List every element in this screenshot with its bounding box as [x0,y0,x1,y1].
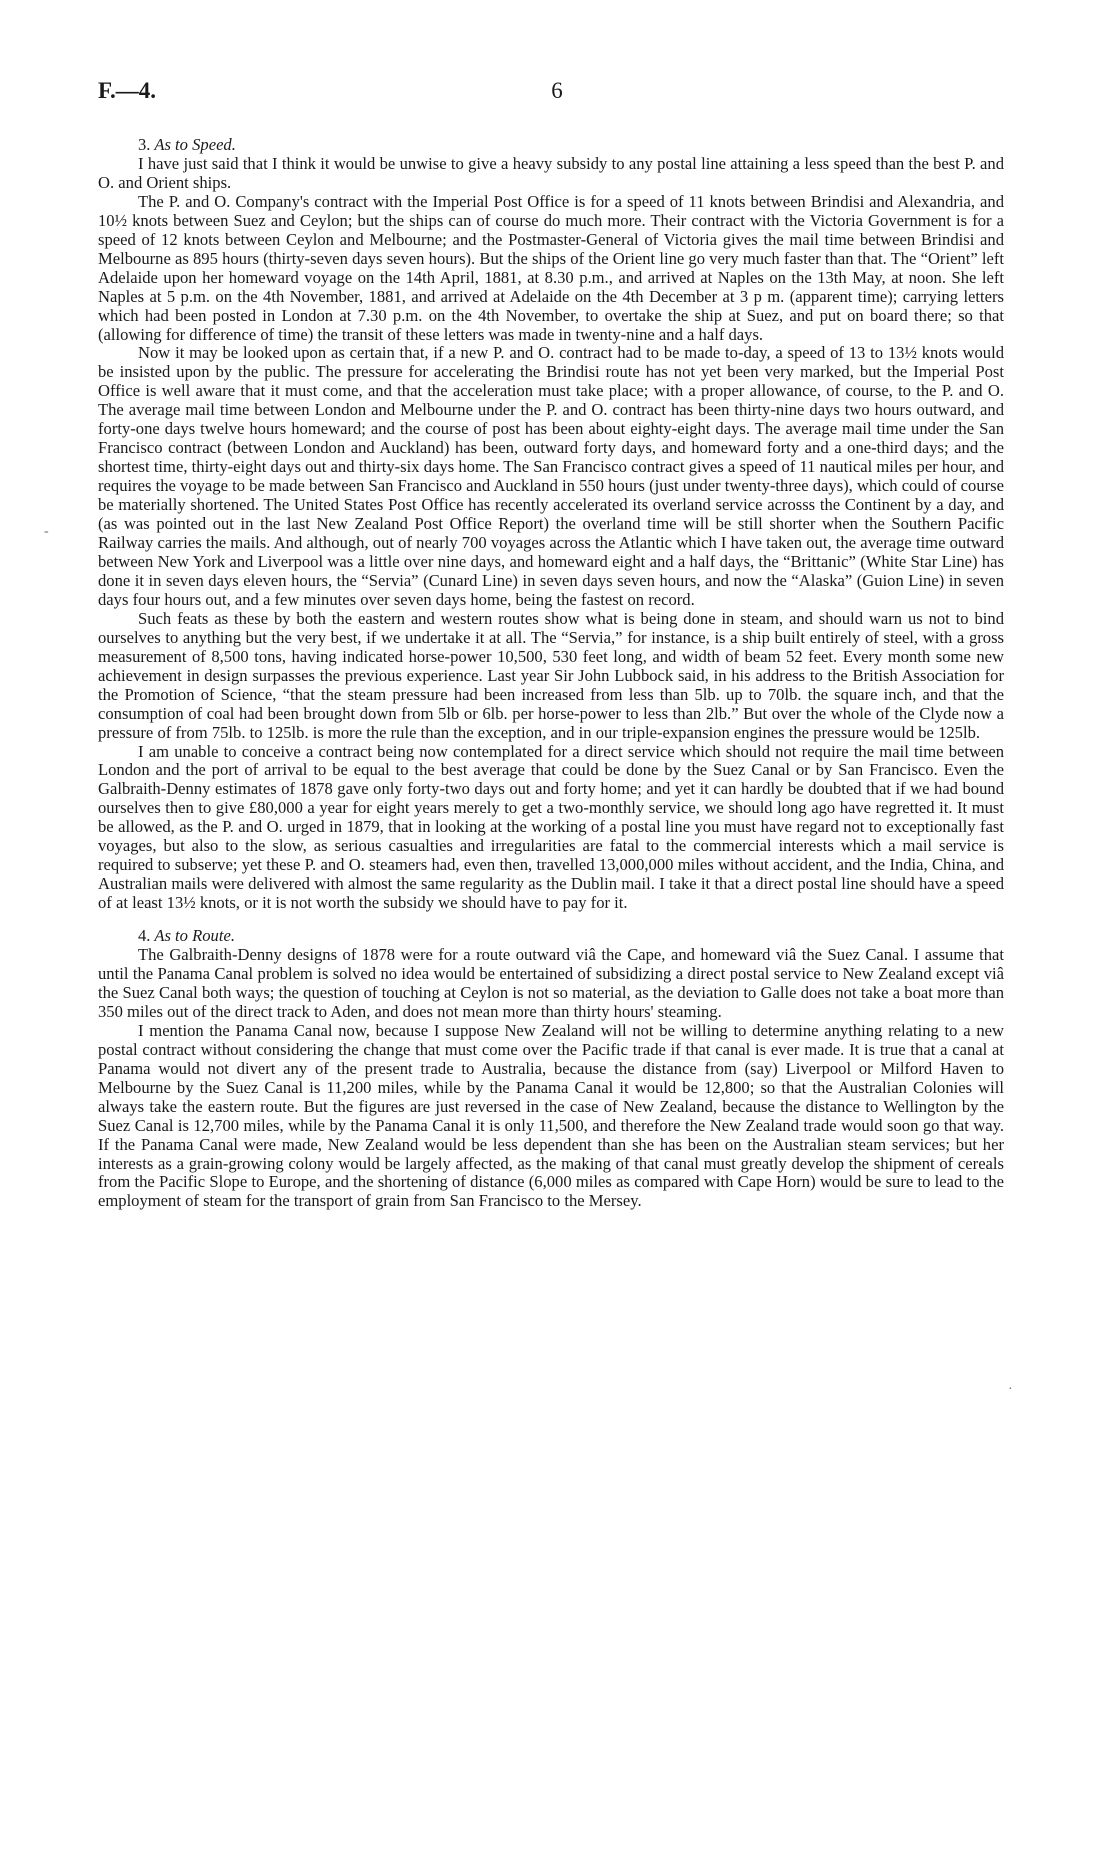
section-heading-speed [98,136,1004,155]
paragraph: I mention the Panama Canal now, because I suppose New Zealand will not be willing to determine anything relating to a new postal contract without considering the change that must come over the Pacific trade if that canal is ever made. It is true that a canal at Panama would not divert any of the present trade to Australia, because the distance from (say) Liverpool or Milford Haven to Melbourne by the Suez Canal is 11,200 miles, while by the Panama Canal it would be 12,800; so that the Australian Colonies will always take the eastern route. But the figures are just reversed in the case of New Zealand, because the distance to Wellington by the Suez Canal is 12,700 miles, while by the Panama Canal it is only 11,500, and therefore the New Zealand trade would soon go that way. If the Panama Canal were made, New Zealand would be less dependent than she has been on the Australian steam services; but her interests as a grain-growing colony would be largely affected, as the making of that canal must greatly develop the shipment of cereals from the Pacific Slope to Europe, and the shortening of distance (6,000 miles as compared with Cape Horn) would be sure to lead to the employment of steam for the transport of grain from San Francisco to the Mersey. [98,1020,1004,1211]
section-gap [98,913,1004,927]
paragraph: The Galbraith-Denny designs of 1878 were for a route outward viâ the Cape, and homeward viâ the Suez Canal. I assume that until the Panama Canal problem is solved no idea would be entertained of subsidizing a direct postal service to New Zealand except viâ the Suez Canal both ways; the question of touching at Ceylon is not so material, as the deviation to Galle does not take a boat more than 350 miles out of the direct track to Aden, and does not mean more than thirty hours' steaming. [98,945,1004,1021]
section-number: 3. [138,135,151,154]
paragraph: The P. and O. Company's contract with the Imperial Post Office is for a speed of 11 knots between Brindisi and Alexandria, and 10½ knots between Suez and Ceylon; but the ships can of course do much more. Their contract with the Victoria Government is for a speed of 12 knots between Ceylon and Melbourne; and the Postmaster-General of Victoria gives the mail time between Brindisi and Melbourne as 895 hours (thirty-seven days seven hours). But the ships of the Orient line go very much faster than that. The “Orient” left Adelaide upon her homeward voyage on the 14th April, 1881, at 8.30 p.m., and arrived at Naples on the 13th May, at noon. She left Naples at 5 p.m. on the 4th November, 1881, and arrived at Adelaide on the 4th December at 3 p m. (apparent time); carrying letters which had been posted in London at 7.30 p.m. on the 4th November, to overtake the ship at Suez, and put on board there; so that (allowing for difference of time) the transit of these letters was made in twenty-nine and a half days. [98,191,1004,344]
running-head [98,78,1016,118]
body-text [98,136,1004,1211]
section-title: As to Speed. [154,135,236,154]
paragraph: Now it may be looked upon as certain that, if a new P. and O. contract had to be made to-day, a speed of 13 to 13½ knots would be insisted upon by the public. The pressure for accelerating the Brindisi route has not yet been very marked, but the Imperial Post Office is well aware that it must come, and that the acceleration must take place; with a proper allowance, of course, to the P. and O. The average mail time between London and Melbourne under the P. and O. contract has been thirty-nine days two hours outward, and forty-one days twelve hours homeward; and the course of post has been about eighty-eight days. The average mail time under the San Francisco contract (between London and Auckland) has been, outward forty days, and homeward forty and a one-third days; and the shortest time, thirty-eight days out and thirty-six days home. The San Francisco contract gives a speed of 11 nautical miles per hour, and requires the voyage to be made between San Francisco and Auckland in 550 hours (just under twenty-three days), which could of course be materially shortened. The United States Post Office has recently accelerated its overland service acrosss the Continent by a day, and (as was pointed out in the last New Zealand Post Office Report) the overland time will be still shorter when the Southern Pacific Railway carries the mails. And although, out of nearly 700 voyages across the Atlantic which I have taken out, the average time outward between New York and Liverpool was a little over nine days, and homeward eight and a half days, the “Brittanic” (White Star Line) has done it in seven days eleven hours, the “Servia” (Cunard Line) in seven days seven hours, and now the “Alaska” (Guion Line) in seven days four hours out, and a few minutes over seven days home, being the fastest on record. [98,343,1004,609]
section-number: 4. [138,926,151,946]
paragraph: I am unable to conceive a contract being now contemplated for a direct service which should not require the mail time between London and the port of arrival to be equal to the best average that could be done by the Suez Canal or by San Francisco. Even the Galbraith-Denny estimates of 1878 gave only forty-two days out and forty home; and yet it can hardly be doubted that if we had bound ourselves then to give £80,000 a year for eight years merely to get a two-monthly service, we should long ago have regretted it. It must be allowed, as the P. and O. urged in 1879, that in looking at the working of a postal line you must have regard not to exceptionally fast voyages, but also to the slow, as serious casualties and irregularities are fatal to the commercial interests which a mail service is required to subserve; yet these P. and O. steamers had, even then, travelled 13,000,000 miles without accident, and the India, China, and Australian mails were delivered with almost the same regularity as the Dublin mail. I take it that a direct postal line should have a speed of at least 13½ knots, or it is not worth the subsidy we should have to pay for it. [98,741,1004,913]
margin-mark: - [44,524,49,539]
margin-mark: · [1008,1382,1013,1397]
page-number: 6 [551,78,563,103]
section-title: As to Route. [154,926,235,946]
document-reference: F.—4. [98,78,156,103]
paragraph: I have just said that I think it would be unwise to give a heavy subsidy to any postal line attaining a less speed than the best P. and O. and Orient ships. [98,153,1004,192]
paragraph: Such feats as these by both the eastern and western routes show what is being done in steam, and should warn us not to bind ourselves to anything but the very best, if we undertake it at all. The “Servia,” for instance, is a ship built entirely of steel, with a gross measurement of 8,500 tons, having indicated horse-power 10,500, 530 feet long, and width of beam 52 feet. Every month some new achievement in design surpasses the previous experience. Last year Sir John Lubbock said, in his address to the British Association for the Promotion of Science, “that the steam pressure had been increased from less than 5lb. up to 70lb. the square inch, and that the consumption of coal had been brought down from 5lb or 6lb. per horse-power to less than 2lb.” But over the whole of the Clyde now a pressure of from 75lb. to 125lb. is more the rule than the exception, and in our triple-expansion engines the pressure would be 125lb. [98,608,1004,742]
section-heading-route [98,927,1004,946]
